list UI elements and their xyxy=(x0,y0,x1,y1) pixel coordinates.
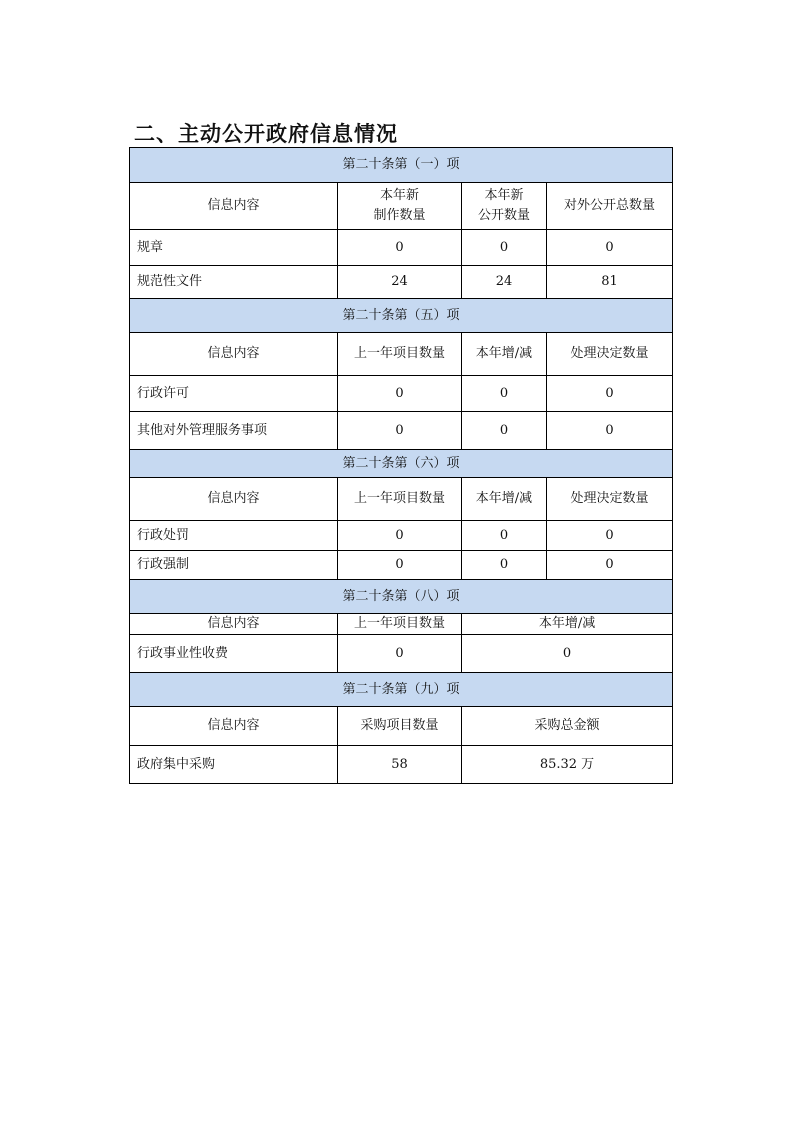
table-row xyxy=(130,746,673,784)
header-cell: 信息内容 xyxy=(130,333,338,376)
header-cell: 处理决定数量 xyxy=(547,333,673,376)
header-cell: 上一年项目数量 xyxy=(338,333,462,376)
disclosure-table xyxy=(129,147,673,784)
row-label: 行政强制 xyxy=(130,551,338,580)
table-cell: 0 xyxy=(338,521,462,551)
table-row xyxy=(130,521,673,551)
table-cell: 0 xyxy=(547,412,673,450)
row-label: 行政处罚 xyxy=(130,521,338,551)
header-cell: 上一年项目数量 xyxy=(338,614,462,635)
section-heading: 第二十条第（八）项 xyxy=(130,580,673,614)
section-title: 二、主动公开政府信息情况 xyxy=(134,122,398,146)
table-row xyxy=(130,412,673,450)
table-cell: 0 xyxy=(547,521,673,551)
header-cell: 本年新 公开数量 xyxy=(462,183,547,230)
header-cell: 本年增/减 xyxy=(462,614,673,635)
table-cell: 0 xyxy=(338,635,462,673)
header-cell: 信息内容 xyxy=(130,478,338,521)
section-heading: 第二十条第（一）项 xyxy=(130,148,673,183)
table-cell: 0 xyxy=(547,230,673,266)
table-cell: 24 xyxy=(338,266,462,299)
row-label: 规范性文件 xyxy=(130,266,338,299)
section-heading-row xyxy=(130,450,673,478)
section-heading-row xyxy=(130,299,673,333)
table-cell: 81 xyxy=(547,266,673,299)
row-label: 行政许可 xyxy=(130,376,338,412)
table-cell: 0 xyxy=(338,230,462,266)
table-row xyxy=(130,376,673,412)
table-row xyxy=(130,230,673,266)
table-row xyxy=(130,551,673,580)
section-heading: 第二十条第（五）项 xyxy=(130,299,673,333)
header-cell: 采购项目数量 xyxy=(338,707,462,746)
row-label: 其他对外管理服务事项 xyxy=(130,412,338,450)
header-cell: 信息内容 xyxy=(130,614,338,635)
table-cell: 85.32 万 xyxy=(462,746,673,784)
header-cell: 本年增/减 xyxy=(462,478,547,521)
header-cell: 上一年项目数量 xyxy=(338,478,462,521)
table-cell: 0 xyxy=(338,412,462,450)
section-heading-row xyxy=(130,673,673,707)
header-cell: 采购总金额 xyxy=(462,707,673,746)
row-label: 规章 xyxy=(130,230,338,266)
header-cell: 信息内容 xyxy=(130,183,338,230)
header-row xyxy=(130,333,673,376)
table-cell: 0 xyxy=(338,551,462,580)
table-cell: 58 xyxy=(338,746,462,784)
table-cell: 0 xyxy=(462,551,547,580)
table-cell: 24 xyxy=(462,266,547,299)
header-cell: 信息内容 xyxy=(130,707,338,746)
header-cell: 本年新 制作数量 xyxy=(338,183,462,230)
header-row xyxy=(130,707,673,746)
table-cell: 0 xyxy=(462,521,547,551)
header-row xyxy=(130,183,673,230)
header-cell: 本年增/减 xyxy=(462,333,547,376)
table-cell: 0 xyxy=(462,230,547,266)
header-cell: 对外公开总数量 xyxy=(547,183,673,230)
section-heading: 第二十条第（六）项 xyxy=(130,450,673,478)
table-cell: 0 xyxy=(547,551,673,580)
table-cell: 0 xyxy=(462,376,547,412)
header-row xyxy=(130,478,673,521)
header-row xyxy=(130,614,673,635)
row-label: 政府集中采购 xyxy=(130,746,338,784)
header-cell: 处理决定数量 xyxy=(547,478,673,521)
section-heading: 第二十条第（九）项 xyxy=(130,673,673,707)
table-cell: 0 xyxy=(462,635,673,673)
table-cell: 0 xyxy=(462,412,547,450)
section-heading-row xyxy=(130,148,673,183)
table-row xyxy=(130,266,673,299)
section-heading-row xyxy=(130,580,673,614)
table-cell: 0 xyxy=(338,376,462,412)
table-cell: 0 xyxy=(547,376,673,412)
row-label: 行政事业性收费 xyxy=(130,635,338,673)
table-row xyxy=(130,635,673,673)
